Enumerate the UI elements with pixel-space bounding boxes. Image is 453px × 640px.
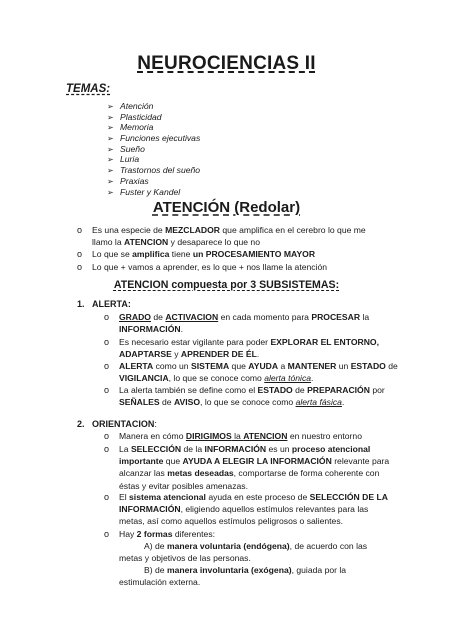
arrow-bullet-icon: ➢ (107, 187, 114, 197)
circle-bullet-icon: o (104, 444, 110, 454)
alerta-bullet-tonica: ALERTA como un SISTEMA que AYUDA a MANTENER un ESTADO de VIGILANCIA, lo que se conoce como alerta tónica. (119, 361, 398, 384)
arrow-bullet-icon: ➢ (107, 134, 114, 144)
section-number: 2. (77, 419, 85, 429)
orientacion-bullet-formas: Hay 2 formas diferentes: (119, 529, 216, 539)
alerta-label: ALERTA: (92, 299, 131, 309)
arrow-bullet-icon: ➢ (107, 112, 114, 122)
circle-bullet-icon: o (104, 337, 110, 347)
arrow-bullet-icon: ➢ (107, 123, 114, 133)
circle-bullet-icon: o (104, 385, 110, 395)
list-item: ➢ Memoria (107, 122, 154, 133)
forma-involuntaria: B) de manera involuntaria (exógena), guiada por la estimulación externa. (119, 565, 347, 588)
arrow-bullet-icon: ➢ (107, 155, 114, 165)
orientacion-bullet-sistema: El sistema atencional ayuda en este proceso de SELECCIÓN DE LA INFORMACIÓN, eligiendo aquellos estímulos relevantes para las metas, así como aquellos estímulos peligrosos o salientes. (119, 492, 388, 527)
circle-bullet-icon: o (104, 361, 110, 371)
circle-bullet-icon: o (104, 529, 110, 539)
circle-bullet-icon: o (77, 262, 83, 272)
circle-bullet-icon: o (77, 225, 83, 235)
topics-heading: TEMAS: (66, 83, 111, 95)
list-item: ➢ Plasticidad (107, 111, 162, 122)
list-item: ➢ Luria (107, 154, 140, 165)
section-number: 1. (77, 299, 85, 309)
circle-bullet-icon: o (104, 492, 110, 502)
arrow-bullet-icon: ➢ (107, 166, 114, 176)
bullet-mezclador: Es una especie de MEZCLADOR que amplifica en el cerebro lo que me llamo la ATENCION y desaparece lo que no (92, 225, 366, 248)
orientacion-bullet-seleccion: La SELECCIÓN de la INFORMACIÓN es un proceso atencional importante que AYUDA A ELEGIR LA INFORMACIÓN relevante para alcanzar las metas deseadas, comportarse de forma coherente con éstas y evitar posibles amenazas. (119, 444, 390, 491)
list-item: ➢ Trastornos del sueño (107, 165, 201, 176)
list-item: ➢ Atención (107, 101, 154, 111)
list-item: ➢ Praxias (107, 175, 149, 186)
orientacion-label: ORIENTACION: (92, 419, 157, 429)
bullet-amplifica: Lo que se amplifica tiene un PROCESAMIENTO MAYOR (92, 249, 316, 259)
circle-bullet-icon: o (104, 312, 110, 322)
alerta-bullet-grado: GRADO de ACTIVACION en cada momento para PROCESAR la INFORMACIÓN. (119, 312, 370, 335)
arrow-bullet-icon: ➢ (107, 144, 114, 154)
subsystems-heading: ATENCION compuesta por 3 SUBSISTEMAS: (113, 279, 340, 291)
bullet-aprender: Lo que + vamos a aprender, es lo que + nos llame la atención (92, 262, 328, 272)
forma-voluntaria: A) de manera voluntaria (endógena), de acuerdo con las metas y objetivos de las personas. (119, 541, 368, 564)
circle-bullet-icon: o (77, 249, 83, 259)
alerta-bullet-vigilante: Es necesario estar vigilante para poder EXPLORAR EL ENTORNO, ADAPTARSE y APRENDER DE ÉL. (119, 337, 379, 360)
list-item: ➢ Sueño (107, 143, 145, 154)
arrow-bullet-icon: ➢ (107, 102, 114, 111)
alerta-bullet-fasica: La alerta también se define como el ESTADO de PREPARACIÓN por SEÑALES de AVISO, lo que se conoce como alerta fásica. (119, 385, 385, 408)
list-item: ➢ Funciones ejecutivas (107, 133, 201, 144)
document-title: NEUROCIENCIAS II (137, 53, 316, 74)
list-item: ➢ Fuster y Kandel (107, 186, 181, 197)
circle-bullet-icon: o (104, 431, 110, 441)
arrow-bullet-icon: ➢ (107, 176, 114, 186)
orientacion-bullet-dirigimos: Manera en cómo DIRIGIMOS la ATENCION en nuestro entorno (119, 431, 362, 441)
topics-list (107, 101, 200, 197)
attention-heading: ATENCIÓN (Redolar) (152, 199, 301, 216)
